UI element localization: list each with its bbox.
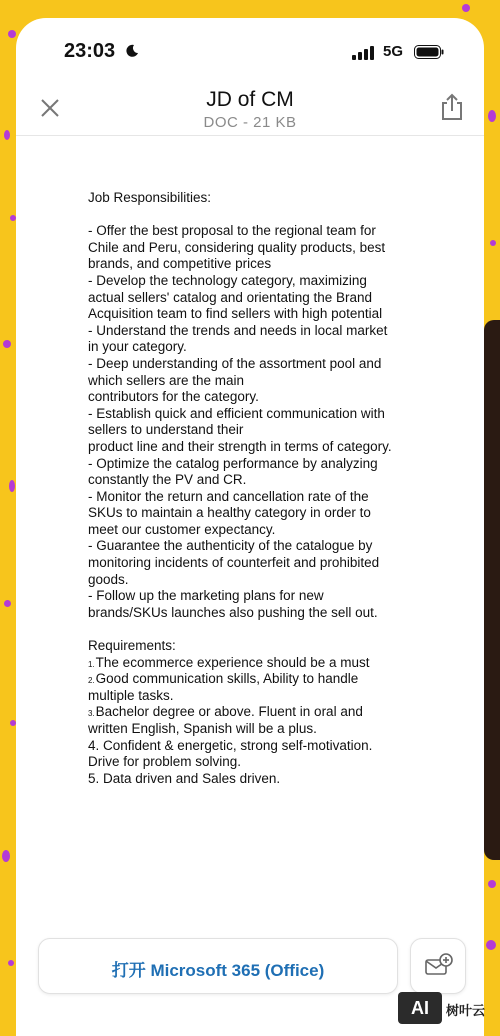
line-text: 4. Confident & energetic, strong self-motivation. [88,737,373,753]
document-content [88,190,418,787]
line-text: Bachelor degree or above. Fluent in oral and [95,704,363,720]
bg-dot [488,880,496,888]
document-line [88,588,418,605]
bg-dot [9,480,15,492]
line-text: SKUs to maintain a healthy category in order to [88,505,371,521]
document-line [88,472,418,489]
document-line [88,373,418,390]
bg-dot [2,850,10,862]
document-line [88,306,418,323]
document-line [88,771,418,788]
document-meta: DOC - 21 KB [203,114,297,131]
line-text: goods. [88,571,129,587]
document-line [88,489,418,506]
status-bar [16,18,484,80]
document-line [88,422,418,439]
document-line [88,240,418,257]
document-line [88,256,418,273]
line-text: written English, Spanish will be a plus. [88,721,317,736]
document-line [88,754,418,771]
open-in-office-label: 打开 Microsoft 365 (Office) [111,961,325,980]
line-text: - Understand the trends and needs in local market [88,322,388,338]
mail-button[interactable] [410,938,466,994]
network-type: 5G [383,43,404,60]
bg-dot [488,110,496,122]
watermark [398,992,500,1032]
document-line [88,721,418,738]
signal-icon [352,46,376,60]
line-text: Requirements: [88,638,176,654]
document-header [16,80,484,136]
line-text: meet our customer expectancy. [88,521,276,537]
watermark-logo: AI [398,992,442,1024]
document-line [88,671,418,688]
line-text: in your category. [88,339,187,355]
document-line [88,190,418,207]
document-line [88,456,418,473]
document-line [88,688,418,705]
list-number: 1. [88,659,95,669]
bg-dot [8,960,14,966]
line-text: Job Responsibilities: [88,190,212,205]
document-line [88,655,418,672]
document-line [88,273,418,290]
line-text: - Develop the technology category, maximizing [88,272,367,288]
bg-dot [8,30,16,38]
document-title: JD of CM [206,88,294,111]
line-text: - Establish quick and efficient communication with [88,405,385,421]
line-text: brands/SKUs launches also pushing the sell out. [88,604,378,620]
document-line [88,538,418,555]
line-text: contributors for the category. [88,389,259,405]
bg-dot [3,340,11,348]
line-text: brands, and competitive prices [88,256,272,272]
line-text: which sellers are the main [88,372,245,388]
list-number: 2. [88,676,95,686]
status-time: 23:03 [64,40,116,62]
bg-dot [4,130,10,140]
battery-icon [414,45,444,59]
document-line [88,339,418,356]
moon-icon [125,44,139,58]
line-text: - Monitor the return and cancellation rate of the [88,488,369,504]
bg-dot [490,240,496,246]
list-number: 3. [88,709,95,719]
line-text: - Guarantee the authenticity of the catalogue by [88,538,373,554]
bg-dot [486,940,496,950]
document-line [88,621,418,638]
line-text: Acquisition team to find sellers with high potential [88,306,383,322]
document-line [88,704,418,721]
line-text: actual sellers' catalog and orientating the Brand [88,289,373,305]
line-text: multiple tasks. [88,687,174,703]
watermark-text: 树叶云 [446,1003,486,1018]
line-text: - Offer the best proposal to the regional team for [88,223,376,239]
document-line [88,223,418,240]
line-text: 5. Data driven and Sales driven. [88,770,281,786]
line-text: constantly the PV and CR. [88,472,247,488]
background-object [484,320,500,860]
document-line [88,555,418,572]
document-line [88,439,418,456]
document-line [88,522,418,539]
line-text: product line and their strength in terms of category. [88,438,392,454]
mail-add-icon [425,953,453,977]
line-text: Drive for problem solving. [88,754,242,770]
document-line [88,605,418,622]
phone-screen [16,18,484,1036]
line-text: Good communication skills, Ability to handle [95,671,359,687]
line-text: monitoring incidents of counterfeit and prohibited [88,555,380,571]
bg-dot [4,600,11,607]
open-in-office-button[interactable] [38,938,398,994]
document-line [88,207,418,224]
document-line [88,505,418,522]
document-line [88,406,418,423]
document-line [88,572,418,589]
line-text: - Deep understanding of the assortment pool and [88,355,382,371]
line-text: - Follow up the marketing plans for new [88,588,324,604]
document-line [88,389,418,406]
header-divider [16,135,484,136]
document-line [88,323,418,340]
bg-dot [462,4,470,12]
document-line [88,290,418,307]
document-line [88,638,418,655]
document-line [88,738,418,755]
line-text: Chile and Peru, considering quality products, best [88,239,386,255]
share-icon[interactable] [438,92,466,122]
line-text: sellers to understand their [88,422,244,438]
line-text: - Optimize the catalog performance by analyzing [88,455,378,471]
document-line [88,356,418,373]
line-text: The ecommerce experience should be a must [95,654,370,670]
